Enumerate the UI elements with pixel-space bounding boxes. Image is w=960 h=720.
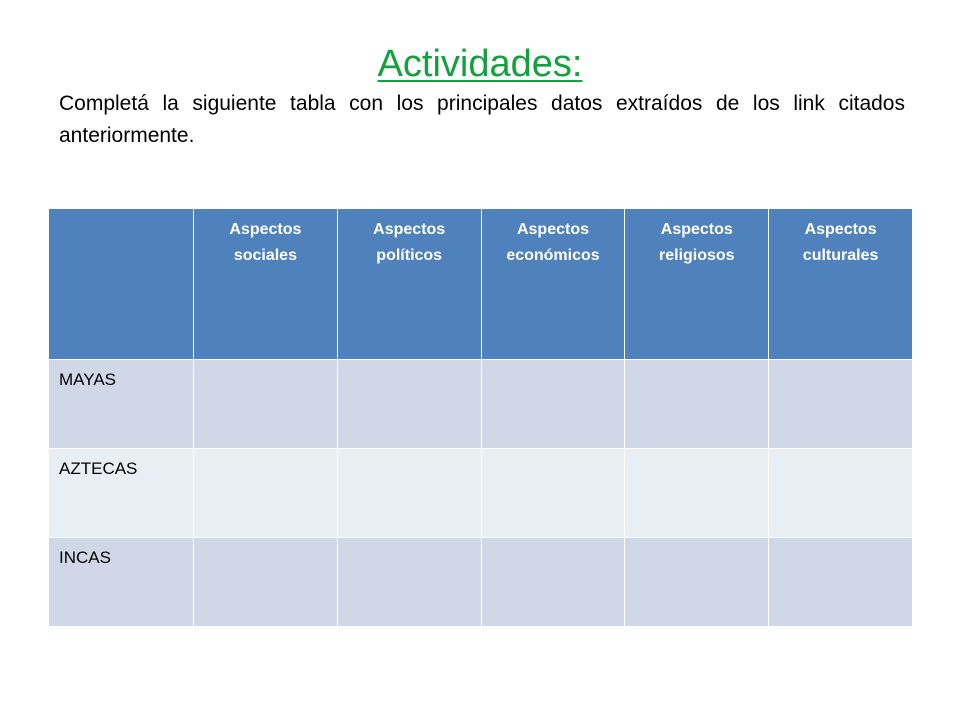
- table-cell[interactable]: [481, 449, 625, 538]
- table-cell[interactable]: [194, 538, 338, 627]
- table-row-mayas: [49, 360, 913, 449]
- table-cell[interactable]: [625, 360, 769, 449]
- table-cell[interactable]: [481, 360, 625, 449]
- table-row-aztecas: [49, 449, 913, 538]
- instructions-text: Completá la siguiente tabla con los principales datos extraídos de los link citados anteriormente.: [59, 92, 905, 147]
- header-line: culturales: [802, 247, 879, 264]
- header-row: [49, 209, 913, 360]
- header-aspectos-sociales: [194, 209, 338, 360]
- table-cell[interactable]: [194, 449, 338, 538]
- header-aspectos-culturales: [769, 209, 913, 360]
- table-cell[interactable]: [337, 449, 481, 538]
- table-cell[interactable]: [625, 449, 769, 538]
- table-cell[interactable]: [769, 360, 913, 449]
- table-cell[interactable]: [625, 538, 769, 627]
- slide-title: Actividades:: [377, 43, 583, 85]
- row-label: INCAS: [49, 538, 194, 627]
- header-line: políticos: [376, 247, 443, 264]
- header-line: religiosos: [659, 247, 735, 264]
- row-label: MAYAS: [49, 360, 194, 449]
- header-line: Aspectos: [373, 221, 446, 238]
- header-aspectos-religiosos: [625, 209, 769, 360]
- table-cell[interactable]: [337, 360, 481, 449]
- row-label: AZTECAS: [49, 449, 194, 538]
- table-cell[interactable]: [481, 538, 625, 627]
- table-cell[interactable]: [194, 360, 338, 449]
- header-line: económicos: [506, 247, 600, 264]
- corner-cell: [49, 209, 194, 360]
- header-line: Aspectos: [516, 221, 589, 238]
- header-line: sociales: [233, 247, 297, 264]
- table-cell[interactable]: [769, 538, 913, 627]
- header-aspectos-politicos: [337, 209, 481, 360]
- table-cell[interactable]: [337, 538, 481, 627]
- header-line: Aspectos: [660, 221, 733, 238]
- header-line: Aspectos: [229, 221, 302, 238]
- header-aspectos-economicos: [481, 209, 625, 360]
- activity-table: [48, 208, 913, 627]
- header-line: Aspectos: [804, 221, 877, 238]
- table-cell[interactable]: [769, 449, 913, 538]
- table-row-incas: [49, 538, 913, 627]
